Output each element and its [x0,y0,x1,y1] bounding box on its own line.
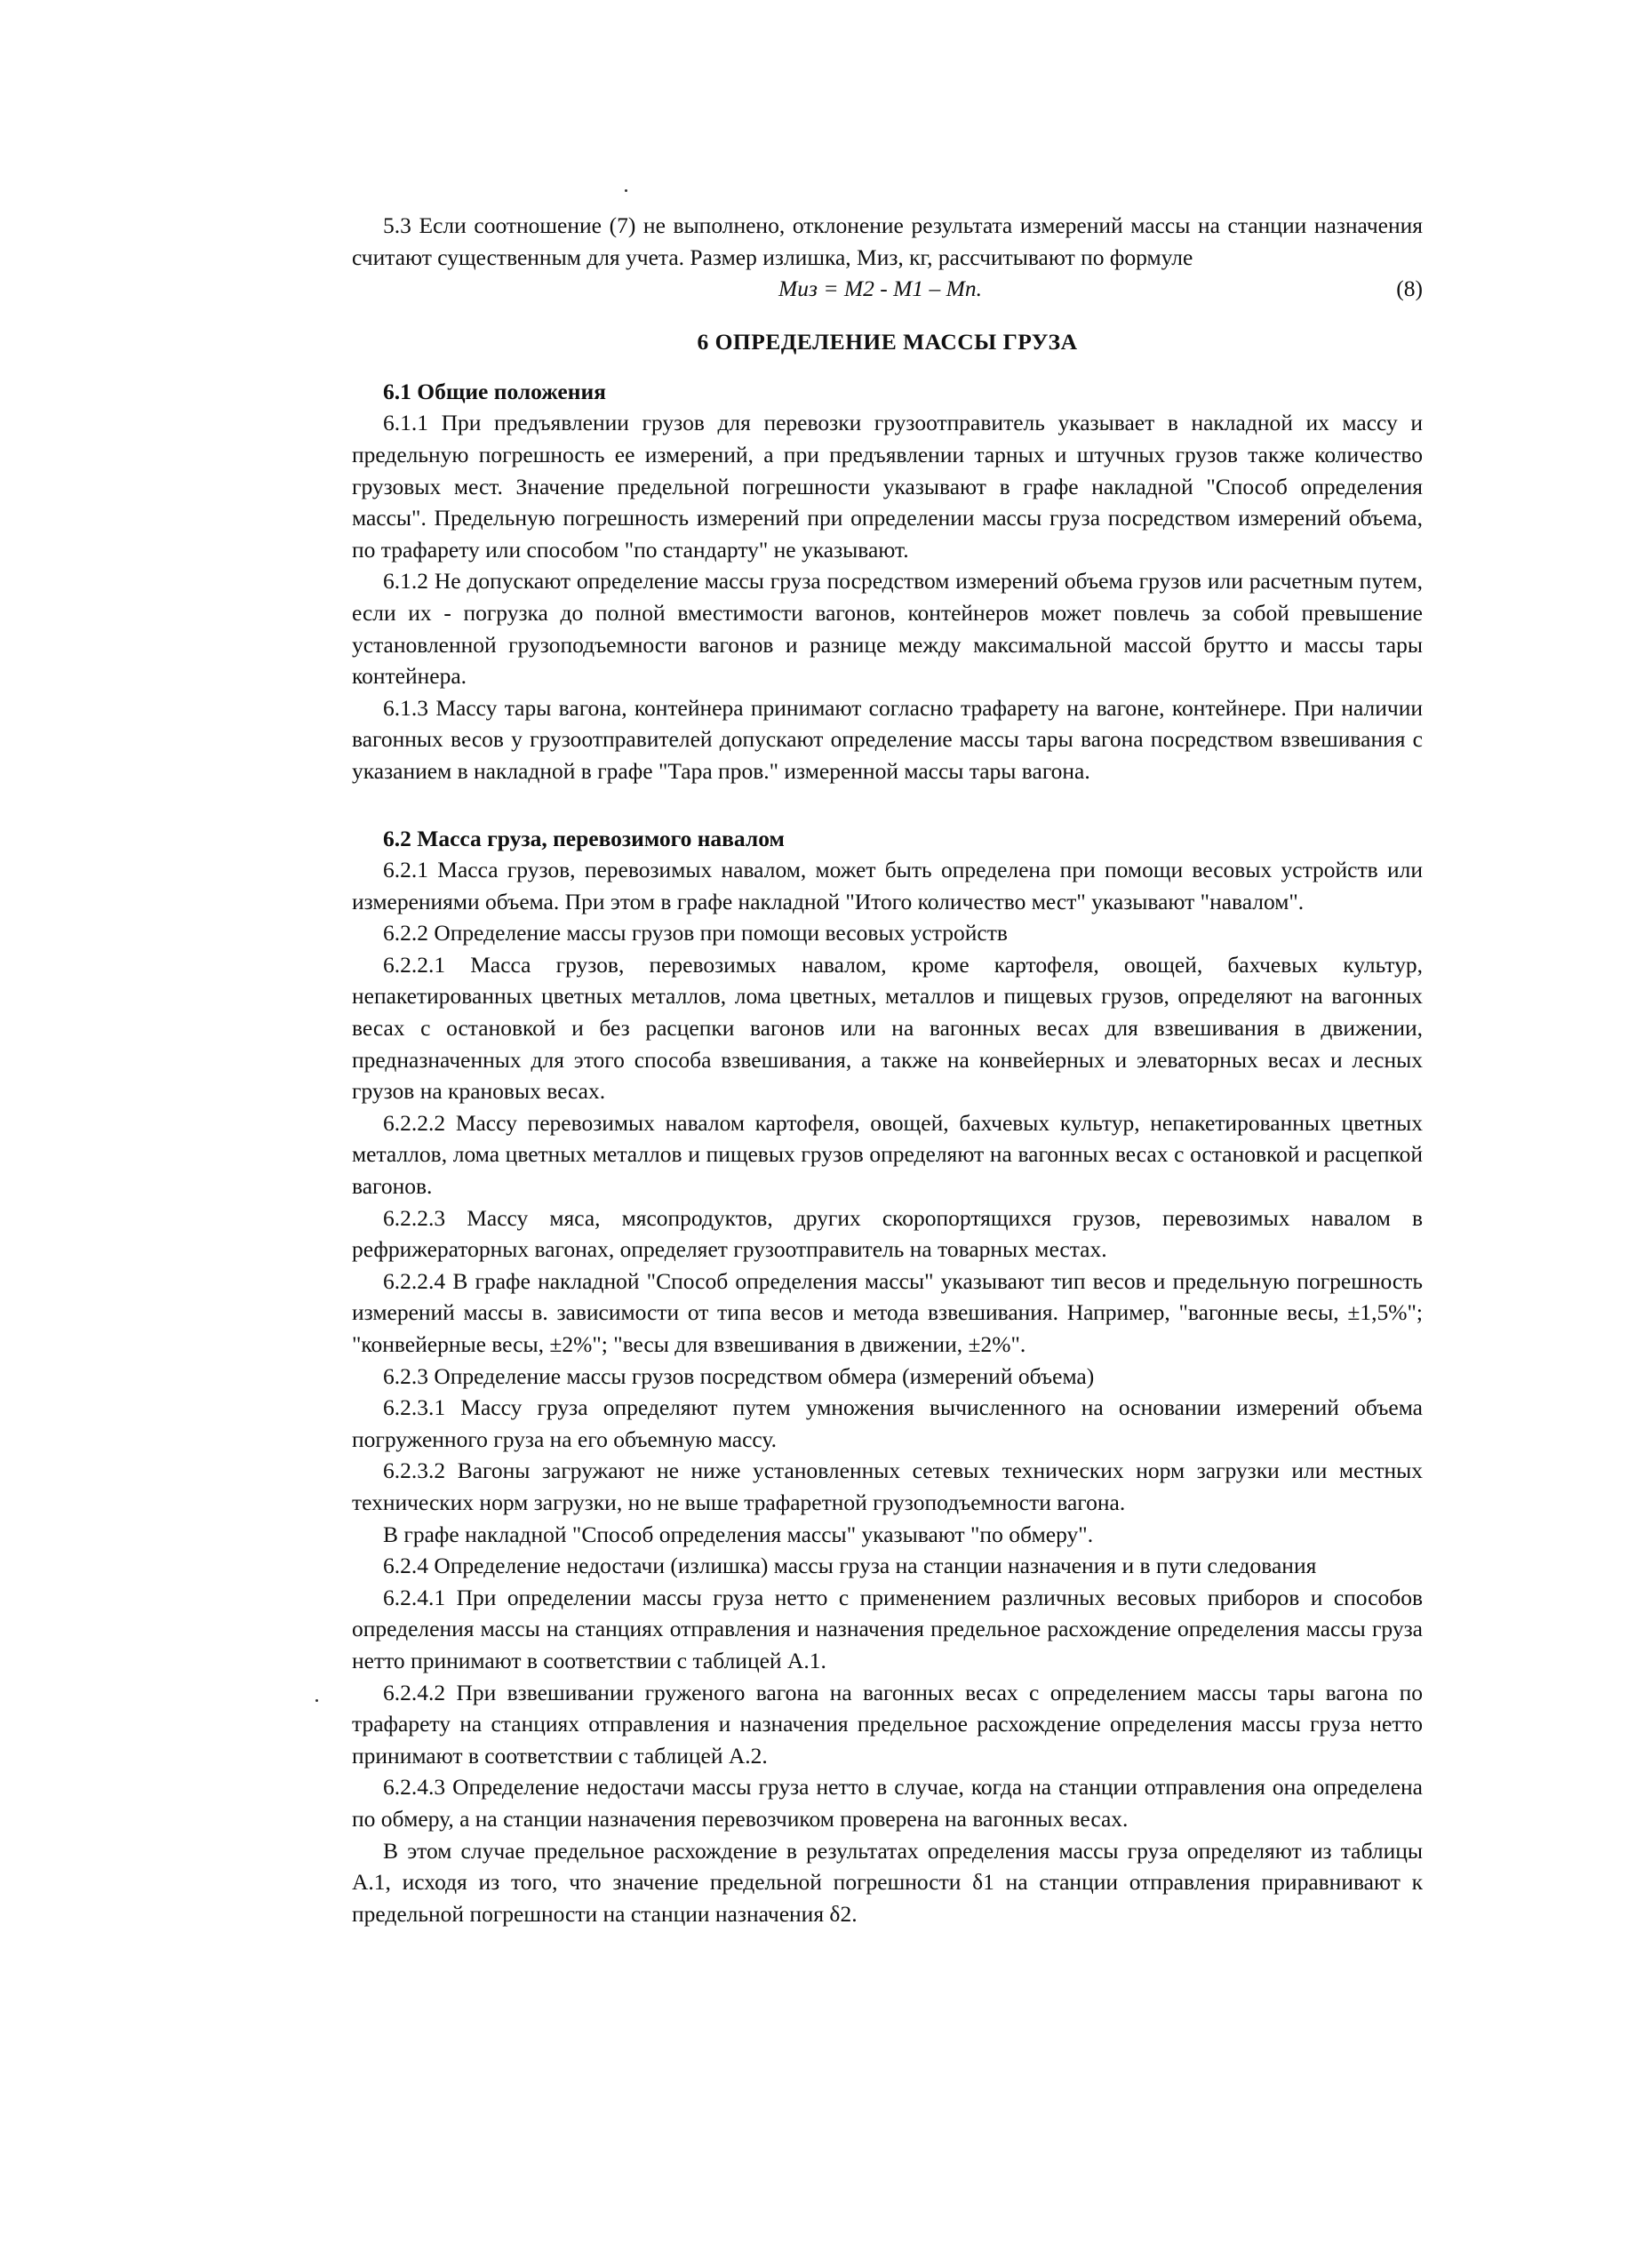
formula-expression: Mиз = M2 - M1 – Mп. [778,276,982,302]
paragraph-6-1-2: 6.1.2 Не допускают определение массы груза посредством измерений объема грузов или расчетным путем, если их - погрузка до полной вместимости вагонов, контейнеров может повлечь за собой превышение установленной грузоподъемности вагонов и разнице между максимальной массой брутто и массы тары контейнера. [352,568,1423,690]
formula-number: (8) [1396,276,1423,302]
paragraph-6-2-3-2-note: В графе накладной "Способ определения массы" указывают "по обмеру". [383,1521,1094,1547]
paragraph-6-2-2: 6.2.2 Определение массы грузов при помощи весовых устройств [383,920,1008,946]
subsection-6-2-title: 6.2 Масса груза, перевозимого навалом [383,825,785,851]
paragraph-6-1-1: 6.1.1 При предъявлении грузов для перевозки грузоотправитель указывает в накладной их массу и предельную погрешность ее измерений, а при предъявлении тарных и штучных грузов также количество грузовых мест. Значение предельной погрешности указывают в графе накладной "Способ определения массы". Предельную погрешность измерений при определении массы груза посредством измерений объема, по трафарету или способом "по стандарту" не указывают. [352,410,1423,563]
paragraph-6-2-3-2: 6.2.3.2 Вагоны загружают не ниже установленных сетевых технических норм загрузки или местных технических норм загрузки, но не выше трафаретной грузоподъемности вагона. [352,1457,1423,1515]
section-6-title: 6 ОПРЕДЕЛЕНИЕ МАССЫ ГРУЗА [697,329,1078,355]
scan-speck-top [625,189,627,192]
paragraph-6-2-4-2: 6.2.4.2 При взвешивании груженого вагона на вагонных весах с определением массы тары вагона по трафарету на станциях отправления и назначения предельное расхождение определения массы груза нетто принимают в соответствии с таблицей А.2. [352,1679,1423,1769]
paragraph-5-3: 5.3 Если соотношение (7) не выполнено, отклонение результата измерений массы на станции назначения считают существенным для учета. Размер излишка, Mиз, кг, рассчитывают по формуле [352,212,1423,270]
paragraph-6-2-2-3: 6.2.2.3 Массу мяса, мясопродуктов, других скоропортящихся грузов, перевозимых навалом в рефрижераторных вагонах, определяет грузоотправитель на товарных местах. [352,1204,1423,1263]
subsection-6-1-title: 6.1 Общие положения [383,378,606,404]
paragraph-6-2-1: 6.2.1 Масса грузов, перевозимых навалом, может быть определена при помощи весовых устройств или измерениями объема. При этом в графе накладной "Итого количество мест" указывают "навалом". [352,857,1423,914]
scan-speck-left [315,1699,318,1702]
paragraph-6-2-4-1: 6.2.4.1 При определении массы груза нетто с применением различных весовых приборов и способов определения массы на станциях отправления и назначения предельное расхождение определения массы груза нетто принимают в соответствии с таблицей А.1. [352,1584,1423,1673]
document-page [352,210,1423,1929]
paragraph-6-2-4-3-note: В этом случае предельное расхождение в результатах определения массы груза определяют из таблицы А.1, исходя из того, что значение предельной погрешности δ1 на станции отправления приравнивают к предельной погрешности на станции назначения δ2. [352,1837,1423,1927]
paragraph-6-2-4: 6.2.4 Определение недостачи (излишка) массы груза на станции назначения и в пути следования [383,1553,1317,1579]
formula-8 [352,273,1423,305]
paragraph-6-2-2-4: 6.2.2.4 В графе накладной "Способ определения массы" указывают тип весов и предельную погрешность измерений массы в. зависимости от типа весов и метода взвешивания. Например, "вагонные весы, ±1,5%"; "конвейерные весы, ±2%"; "весы для взвешивания в движении, ±2%". [352,1267,1423,1357]
paragraph-6-2-3: 6.2.3 Определение массы грузов посредством обмера (измерений объема) [383,1362,1095,1389]
paragraph-6-2-4-3: 6.2.4.3 Определение недостачи массы груза нетто в случае, когда на станции отправления она определена по обмеру, а на станции назначения перевозчиком проверена на вагонных весах. [352,1774,1423,1832]
paragraph-6-2-2-2: 6.2.2.2 Массу перевозимых навалом картофеля, овощей, бахчевых культур, непакетированных цветных металлов, лома цветных металлов и пищевых грузов определяют на вагонных весах с остановкой и расцепкой вагонов. [352,1109,1423,1200]
paragraph-6-2-3-1: 6.2.3.1 Массу груза определяют путем умножения вычисленного на основании измерений объема погруженного груза на его объемную массу. [352,1394,1423,1452]
paragraph-6-1-3: 6.1.3 Массу тары вагона, контейнера принимают согласно трафарету на вагоне, контейнере. При наличии вагонных весов у грузоотправителей допускают определение массы тары вагона посредством взвешивания с указанием в накладной в графе "Тара пров." измеренной массы тары вагона. [352,694,1423,784]
paragraph-6-2-2-1: 6.2.2.1 Масса грузов, перевозимых навалом, кроме картофеля, овощей, бахчевых культур, непакетированных цветных металлов, лома цветных, металлов и пищевых грузов, определяют на вагонных весах с остановкой и без расцепки вагонов или на вагонных весах для взвешивания в движении, предназначенных для этого способа взвешивания, а также на конвейерных и элеваторных весах и лесных грузов на крановых весах. [352,951,1423,1105]
